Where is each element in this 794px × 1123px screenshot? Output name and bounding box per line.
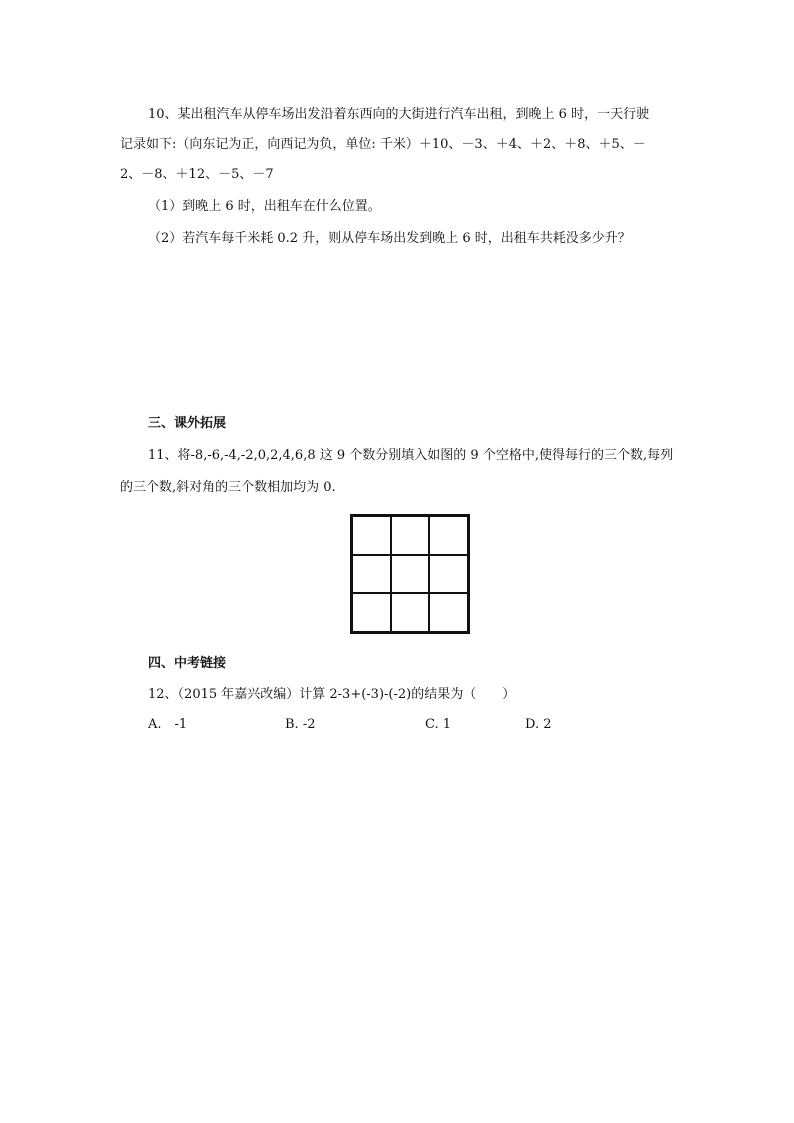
question-11-line-2: 的三个数,斜对角的三个数相加均为 0.	[120, 480, 336, 495]
question-10-line-1: 10、某出租汽车从停车场出发沿着东西向的大街进行汽车出租，到晚上 6 时，一天行驶	[148, 107, 650, 122]
section-3-heading: 三、课外拓展	[148, 416, 227, 431]
grid-cell	[429, 516, 468, 555]
option-d: D. 2	[525, 717, 552, 732]
grid-cell	[429, 555, 468, 594]
option-b: B. -2	[285, 717, 316, 732]
magic-square-grid	[350, 514, 470, 634]
grid-cell	[391, 555, 430, 594]
question-12-stem: 12、（2015 年嘉兴改编）计算 2-3+(-3)-(-2)的结果为（ ）	[148, 687, 516, 702]
question-11-line-1: 11、将-8,-6,-4,-2,0,2,4,6,8 这 9 个数分别填入如图的 9 个空格中,使得每行的三个数,每列	[148, 448, 674, 463]
option-c: C. 1	[425, 717, 452, 732]
grid-cell	[391, 593, 430, 632]
option-a: A. -1	[148, 717, 188, 732]
section-4-heading: 四、中考链接	[148, 656, 227, 671]
question-10-line-3: 2、－8、＋12、－5、－7	[120, 167, 274, 182]
grid-cell	[429, 593, 468, 632]
question-10-part-1: （1）到晚上 6 时，出租车在什么位置。	[148, 199, 381, 214]
grid-cell	[352, 516, 391, 555]
grid-cell	[352, 555, 391, 594]
grid-cell	[352, 593, 391, 632]
question-10-line-2: 记录如下:（向东记为正，向西记为负，单位: 千米）＋10、－3、＋4、＋2、＋8、＋5、－	[120, 137, 646, 152]
grid-cell	[391, 516, 430, 555]
question-10-part-2: （2）若汽车每千米耗 0.2 升，则从停车场出发到晚上 6 时，出租车共耗没多少升？	[148, 231, 631, 246]
